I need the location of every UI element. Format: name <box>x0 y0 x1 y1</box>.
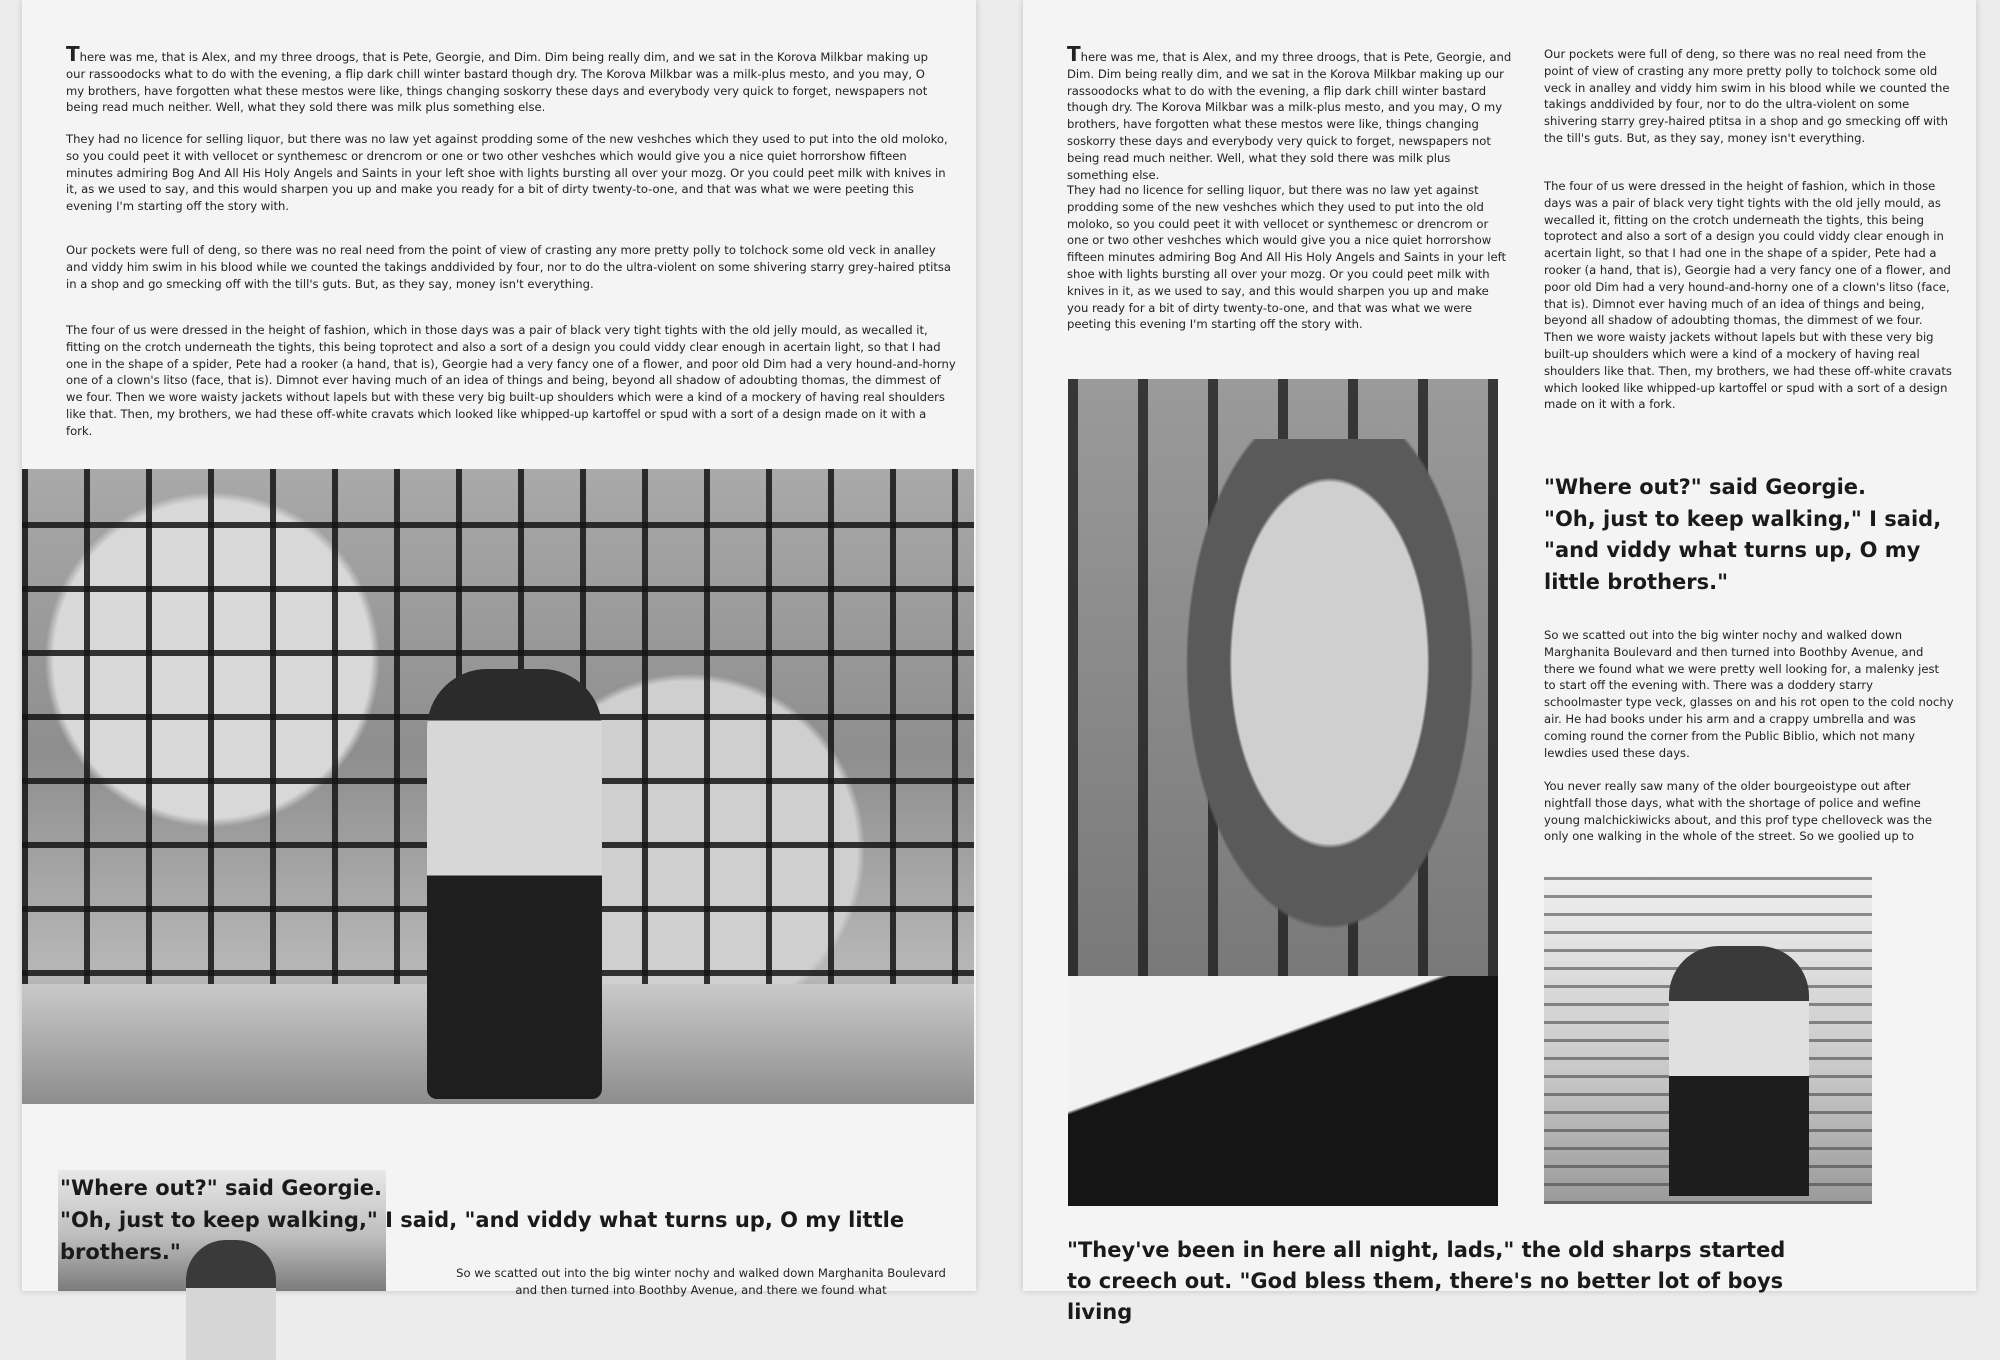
portrait-photo <box>1068 379 1498 1206</box>
left-bottom-paragraph: So we scatted out into the big winter nochy and walked down Marghanita Boulevard and then turned into Boothby Avenue, and there we found what <box>456 1266 946 1297</box>
left-pull-quote: "Where out?" said Georgie. "Oh, just to keep walking," I said, "and viddy what turns up, O my little brothers." <box>60 1176 905 1264</box>
building-photo <box>1544 876 1872 1204</box>
right-col2-paragraph-3: So we scatted out into the big winter nochy and walked down Marghanita Boulevard and then turned into Boothby Avenue, and there we found what we were pretty well looking for, a malenky jest to start off the evening with. There was a doddery starry schoolmaster type veck, glasses on and his rot open to the cold nochy air. He had books under his arm and a crappy umbrella and was coming round the corner from the Public Biblio, which not many lewdies used these days. <box>1544 628 1954 760</box>
right-col1-paragraph-2: They had no licence for selling liquor, but there was no law yet against prodding some of the new veshches which they used to put into the old moloko, so you could peet it with vellocet or synthemesc or drencrom or one or two other veshches which would give you a nice quiet horrorshow fifteen minutes admiring Bog And All His Holy Angels and Saints in your left shoe with lights bursting all over your mozg. Or you could peet milk with knives in it, as we used to say, and this would sharpen you up and make you ready for a bit of dirty twenty-to-one, and that was what we were peeting this evening I'm starting off the story with. <box>1067 183 1507 332</box>
left-paragraph-1: There was me, that is Alex, and my three droogs, that is Pete, Georgie, and Dim. Dim being really dim, and we sat in the Korova Milkbar making up our rassoodocks what to do with the evening, a flip dark chill winter bastard though dry. The Korova Milkbar was a milk-plus mesto, and you may, O my brothers, have forgotten what these mestos were like, things changing soskorry these days and everybody very quick to forget, newspapers not being read much neither. Well, what they sold there was milk plus something else. <box>66 42 928 115</box>
left-page <box>22 0 976 1297</box>
portrait-photo-face <box>1148 439 1478 999</box>
left-paragraph-3: Our pockets were full of deng, so there was no real need from the point of view of crasting any more pretty polly to tolchock some old veck in analley and viddy him swim in his blood while we counted the takings anddivided by four, nor to do the ultra-violent on some shivering starry grey-haired ptitsa in a shop and go smecking off with the till's guts. But, as they say, money isn't everything. <box>66 243 952 291</box>
right-page <box>1023 0 1976 1324</box>
portrait-photo-shirt <box>1068 976 1498 1206</box>
right-col2-paragraph-2: The four of us were dressed in the height of fashion, which in those days was a pair of black very tight tights with the old jelly mould, as wecalled it, fitting on the crotch underneath the tights, this being toprotect and also a sort of a design you could viddy clear enough in acertain light, so that I had one in the shape of a spider, Pete had a rooker (a hand, that is), Georgie had a very fancy one of a flower, and poor old Dim had a very hound-and-horny one of a clown's litso (face, that is). Dimnot ever having much of an idea of things and being, beyond all shadow of adoubting thomas, the dimmest of we four. Then we wore waisty jackets without lapels but with these very big built-up shoulders which were a kind of a mockery of having real shoulders like that. Then, my brothers, we had these off-white cravats which looked like whipped-up kartoffel or spud with a sort of a design made on it with a fork. <box>1544 179 1952 412</box>
wall-photo <box>22 469 974 1104</box>
right-col2-paragraph-1: Our pockets were full of deng, so there was no real need from the point of view of crasting any more pretty polly to tolchock some old veck in analley and viddy him swim in his blood while we counted the takings anddivided by four, nor to do the ultra-violent on some shivering starry grey-haired ptitsa in a shop and go smecking off with the till's guts. But, as they say, money isn't everything. <box>1544 47 1950 145</box>
right-bottom-quote: "They've been in here all night, lads," the old sharps started to creech out. "God bless them, there's no better lot of boys living <box>1067 1238 1786 1324</box>
building-photo-figure <box>1669 946 1809 1196</box>
left-paragraph-2: They had no licence for selling liquor, but there was no law yet against prodding some of the new veshches which they used to put into the old moloko, so you could peet it with vellocet or synthemesc or drencrom or one or two other veshches which would give you a nice quiet horrorshow fifteen minutes admiring Bog And All His Holy Angels and Saints in your left shoe with lights bursting all over your mozg. Or you could peet milk with knives in it, as we used to say, and this would sharpen you up and make you ready for a bit of dirty twenty-to-one, and that was what we were peeting this evening I'm starting off the story with. <box>66 132 948 214</box>
right-col1-paragraph-1: There was me, that is Alex, and my three droogs, that is Pete, Georgie, and Dim. Dim being really dim, and we sat in the Korova Milkbar making up our rassoodocks what to do with the evening, a flip dark chill winter bastard though dry. The Korova Milkbar was a milk-plus mesto, and you may, O my brothers, have forgotten what these mestos were like, things changing soskorry these days and everybody very quick to forget, newspapers not being read much neither. Well, what they sold there was milk plus something else. <box>1067 42 1512 182</box>
right-pull-quote: "Where out?" said Georgie. "Oh, just to keep walking," I said, "and viddy what turns up, O my little brothers." <box>1544 475 1942 594</box>
right-col2-paragraph-4: You never really saw many of the older bourgeoistype out after nightfall those days, what with the shortage of police and wefine young malchickiwicks about, and this prof type chelloveck was the only one walking in the whole of the street. So we goolied up to <box>1544 779 1933 844</box>
left-paragraph-4: The four of us were dressed in the height of fashion, which in those days was a pair of black very tight tights with the old jelly mould, as wecalled it, fitting on the crotch underneath the tights, this being toprotect and also a sort of a design you could viddy clear enough in acertain light, so that I had one in the shape of a spider, Pete had a rooker (a hand, that is), Georgie had a very fancy one of a flower, and poor old Dim had a very hound-and-horny one of a clown's litso (face, that is). Dimnot ever having much of an idea of things and being, beyond all shadow of adoubting thomas, the dimmest of we four. Then we wore waisty jackets without lapels but with these very big built-up shoulders which were a kind of a mockery of having real shoulders like that. Then, my brothers, we had these off-white cravats which looked like whipped-up kartoffel or spud with a sort of a design made on it with a fork. <box>66 323 956 438</box>
wall-photo-figure <box>427 669 602 1099</box>
